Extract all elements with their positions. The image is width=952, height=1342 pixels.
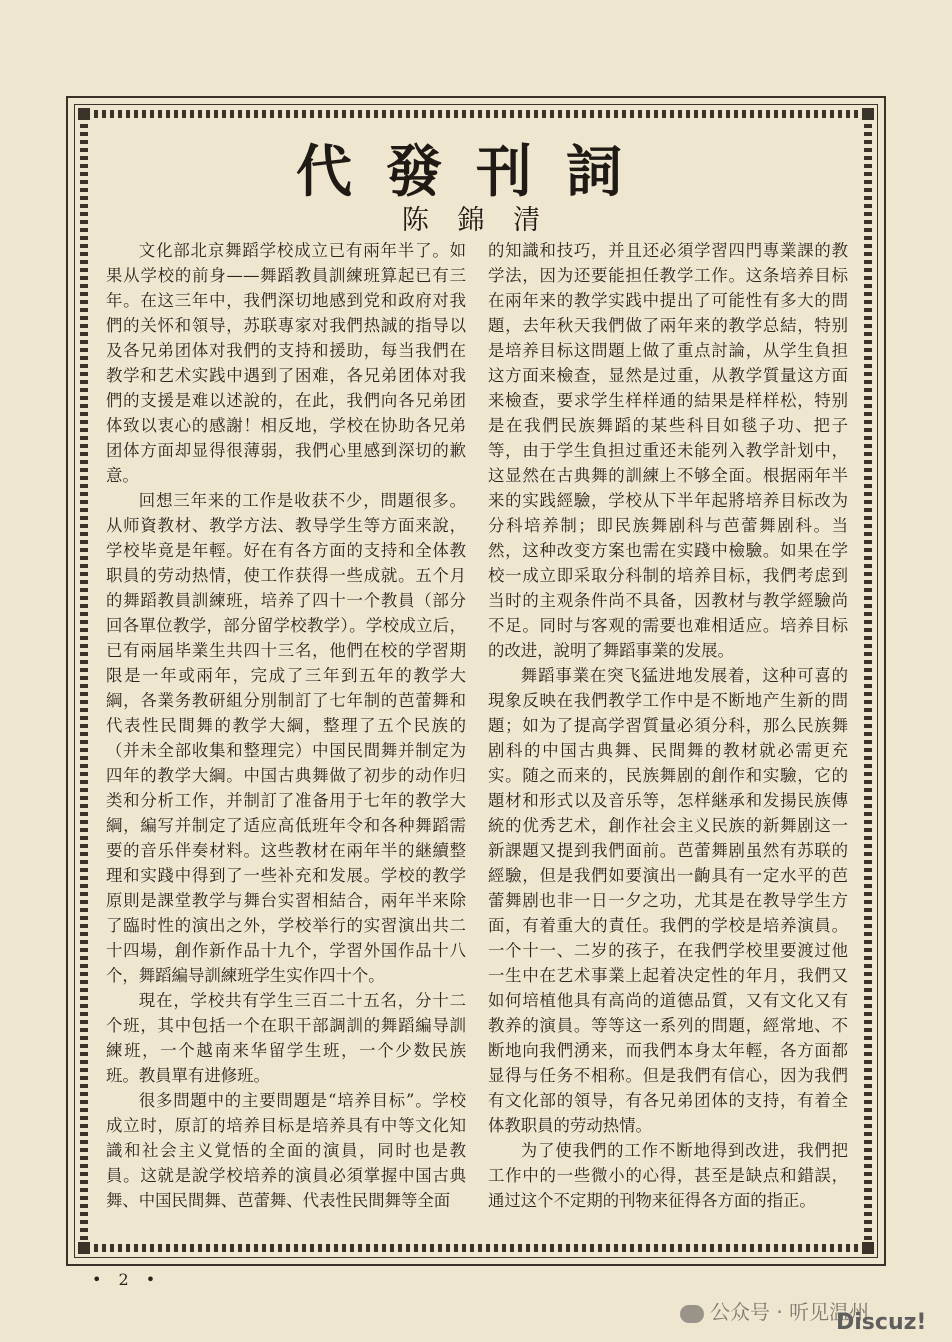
- paragraph: 文化部北京舞蹈学校成立已有兩年半了。如果从学校的前身——舞蹈教員訓練班算起已有三年。在这三年中，我們深切地感到党和政府对我們的关怀和領导，苏联專家对我們热誠的指导以及各兄弟团体对我們的支持和援助，每当我們在教学和艺术实践中遇到了困难，各兄弟团体对我們的支援是难以述說的，在此，我們向各兄弟团体致以衷心的感謝！相反地，学校在协助各兄弟团体方面却显得很薄弱，我們心里感到深切的歉意。: [106, 241, 466, 485]
- border-corner: [862, 108, 874, 120]
- article-title: 代發刊詞: [296, 139, 656, 205]
- watermark-text: 公众号 · 听见温州: [710, 1300, 870, 1324]
- page-number: • 2 •: [92, 1270, 162, 1289]
- paragraph: 的知識和技巧，并且还必須学習四門專業課的教学法，因为还要能担任教学工作。这条培养目标在兩年来的教学实践中提出了可能性有多大的問題，去年秋天我們做了兩年来的教学总結，特别是培养目标这問題上做了重点討論，从学生負担这方面来檢查，显然是过重，从教学質量这方面来檢查，要求学生样样通的結果是样样松，特别是在我們民族舞蹈的某些科目如毯子功、把子等，由于学生負担过重还未能列入教学計划中，这显然在古典舞的訓練上不够全面。根据兩年半来的实践經驗，学校从下半年起將培养目标改为分科培养制；即民族舞剧科与芭蕾舞剧科。当然，这种改变方案也需在实踐中檢驗。如果在学校一成立即采取分科制的培养目标，我們考虑到当时的主观条件尚不具备，因教材与教学經驗尚不足。同时与客观的需要也难相适应。培养目标的改进，說明了舞蹈事業的发展。: [488, 241, 848, 660]
- border-pattern-left: [80, 116, 88, 1246]
- border-corner: [862, 1242, 874, 1254]
- site-logo: Discuz!: [836, 1310, 927, 1335]
- text-column-left: [106, 238, 466, 1213]
- paragraph: 回想三年来的工作是收获不少，問題很多。从师資教材、教学方法、教导学生等方面来說，学校毕竟是年輕。好在有各方面的支持和全体教职員的劳动热情，使工作获得一些成就。五个月的舞蹈教員訓練班，培养了四十一个教員（部分回各單位教学，部分留学校教学）。学校成立后，已有兩屆毕業生共四十三名，他們在校的学習期限是一年或兩年，完成了三年到五年的教学大綱，各業务教研組分別制訂了七年制的芭蕾舞和代表性民間舞的教学大綱，整理了五个民族的（并未全部收集和整理完）中国民間舞并制定为四年的教学大綱。中国古典舞做了初步的动作归类和分析工作，并制訂了准备用于七年的教学大綱，編写并制定了适应高低班年令和各种舞蹈需要的音乐伴奏材料。这些教材在兩年半的継續整理和实踐中得到了一些补充和发展。学校的教学原則是課堂教学与舞台实習相結合，兩年半来除了臨时性的演出之外，学校举行的实習演出共二十四場，創作新作品十九个，学習外国作品十八个，舞蹈編导訓練班学生实作四十个。: [106, 491, 466, 985]
- paragraph: 舞蹈事業在突飞猛进地发展着，这种可喜的現象反映在我們教学工作中是不断地产生新的問題；如为了提高学習質量必須分科，那么民族舞剧科的中国古典舞、民間舞的教材就必需更充实。随之而来的，民族舞剧的創作和实驗，它的題材和形式以及音乐等，怎样継承和发揚民族傳統的优秀艺术，創作社会主义民族的新舞剧这一新課題又提到我們面前。芭蕾舞剧虽然有苏联的經驗，但是我們如要演出一齣具有一定水平的芭蕾舞剧也非一日一夕之功，尤其是在教导学生方面，有着重大的責任。我們的学校是培养演員。一个十一、二岁的孩子，在我們学校里要渡过他一生中在艺术事業上起着决定性的年月，我們又如何培植他具有高尚的道德品質，又有文化又有教养的演員。等等这一系列的問題，經常地、不断地向我們湧来，而我們本身太年輕，各方面都显得与任务不相称。但是我們有信心，因为我們有文化部的領导，有各兄弟团体的支持，有着全体教职員的劳动热情。: [488, 666, 848, 1135]
- border-pattern-bottom: [86, 1244, 866, 1252]
- border-pattern-top: [86, 110, 866, 118]
- border-corner: [78, 108, 90, 120]
- border-pattern-right: [864, 116, 872, 1246]
- paragraph: 为了使我們的工作不断地得到改进，我們把工作中的一些微小的心得，甚至是缺点和錯誤，通过这个不定期的刊物来征得各方面的指正。: [488, 1141, 848, 1210]
- wechat-icon: [680, 1305, 704, 1323]
- paragraph: 很多問題中的主要問題是“培养目标”。学校成立时，原訂的培养目标是培养具有中等文化知識和社会主义覚悟的全面的演員，同时也是教員。这就是說学校培养的演員必須掌握中国古典舞、中国民間舞、芭蕾舞、代表性民間舞等全面: [106, 1091, 466, 1210]
- article-author: 陈 錦 清: [401, 205, 551, 236]
- border-corner: [78, 1242, 90, 1254]
- paragraph: 現在，学校共有学生三百二十五名，分十二个班，其中包括一个在职干部調訓的舞蹈編导訓練班，一个越南来华留学生班，一个少数民族班。教員單有进修班。: [106, 991, 466, 1085]
- text-column-right: [488, 238, 848, 1213]
